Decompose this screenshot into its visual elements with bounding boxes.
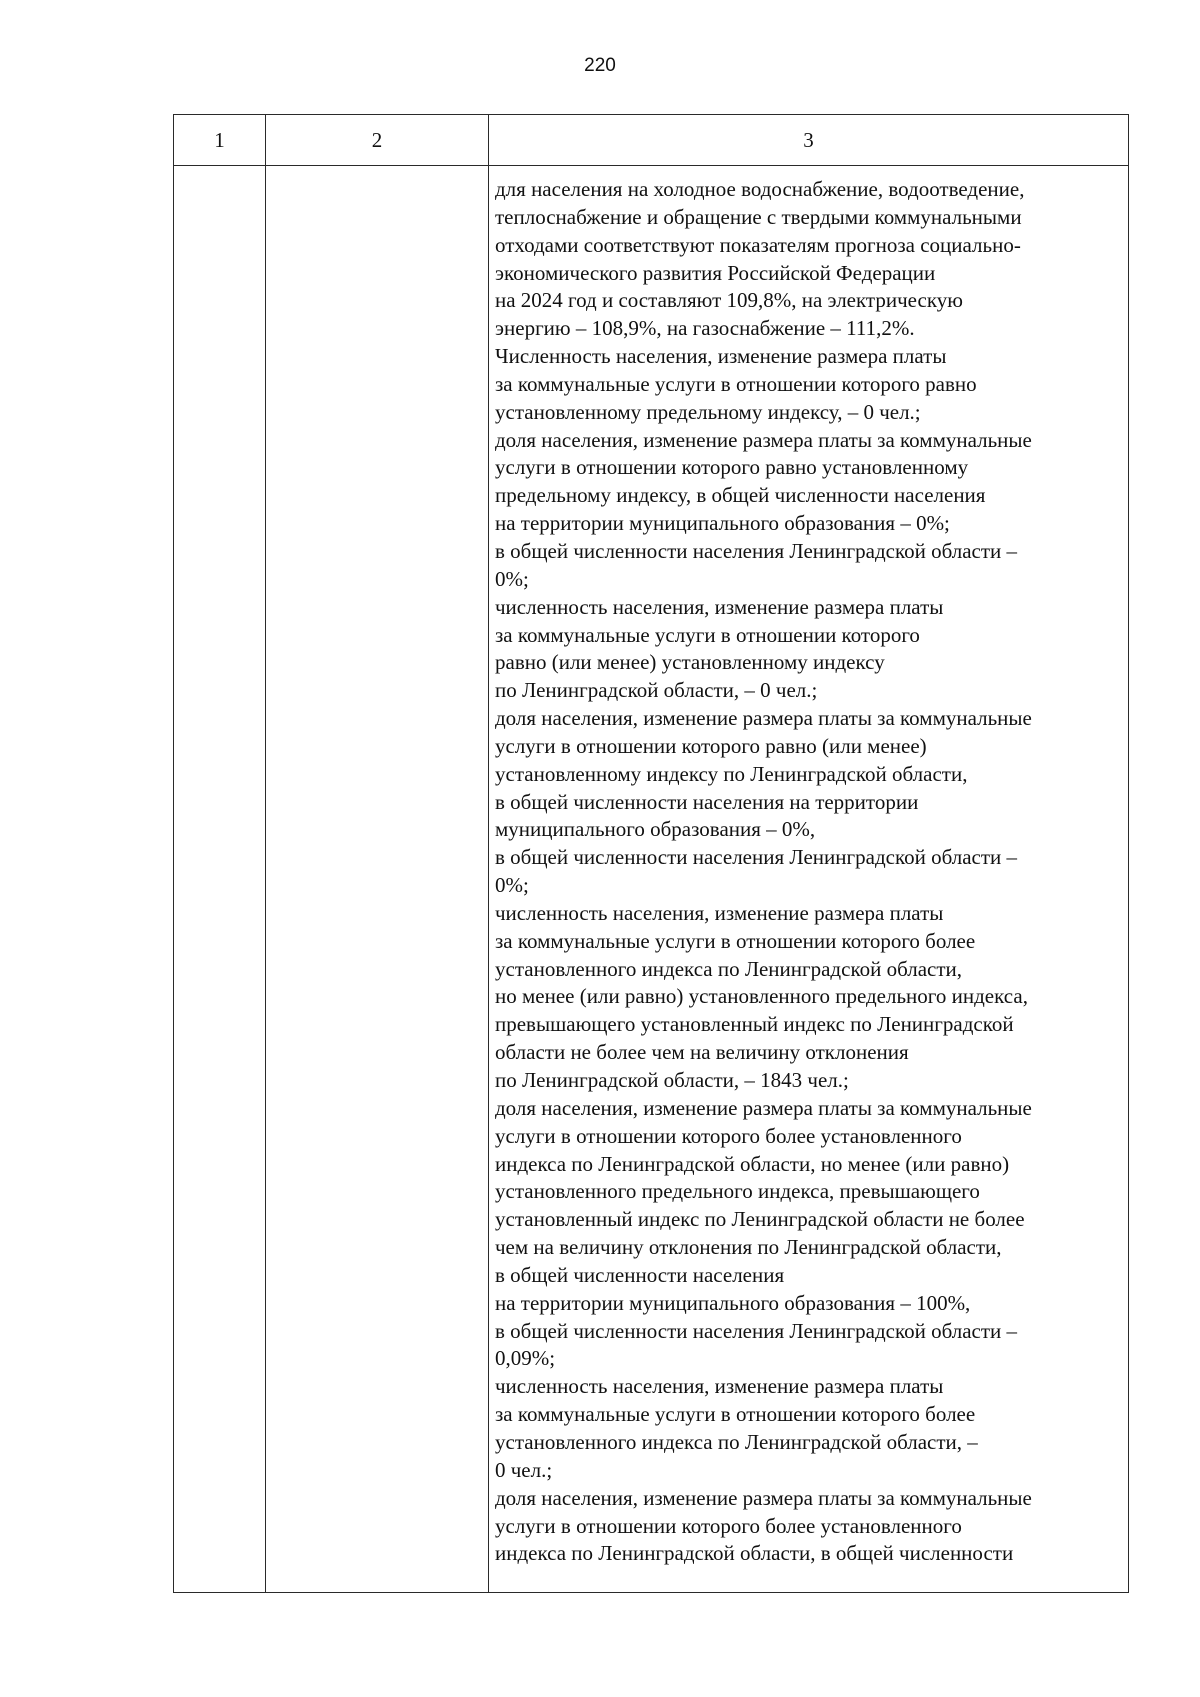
table-header-col-2: 2 (266, 115, 489, 166)
text-line: в общей численности населения на территории (495, 789, 919, 814)
text-line: доля населения, изменение размера платы за коммунальные (495, 427, 1032, 452)
text-line: отходами соответствуют показателям прогноза социально- (495, 232, 1021, 257)
text-line: на территории муниципального образования – 100%, (495, 1290, 971, 1315)
table-cell-col-3 (489, 166, 1129, 1593)
text-line: за коммунальные услуги в отношении которого (495, 622, 920, 647)
table-cell-col-2 (266, 166, 489, 1593)
text-line: в общей численности населения (495, 1262, 785, 1287)
table-body-row (174, 166, 1129, 1593)
text-line: индекса по Ленинградской области, в общей численности (495, 1541, 1014, 1566)
text-line: на 2024 год и составляют 109,8%, на электрическую (495, 288, 963, 313)
table-header-col-3: 3 (489, 115, 1129, 166)
table-header-col-1: 1 (174, 115, 266, 166)
table-cell-col-1 (174, 166, 266, 1593)
text-line: услуги в отношении которого более установленного (495, 1513, 962, 1538)
text-line: индекса по Ленинградской области, но менее (или равно) (495, 1151, 1010, 1176)
text-line: 0%; (495, 873, 529, 898)
text-line: по Ленинградской области, – 0 чел.; (495, 678, 818, 703)
text-line: Численность населения, изменение размера платы (495, 344, 947, 369)
text-line: установленного предельного индекса, превышающего (495, 1179, 980, 1204)
text-line: в общей численности населения Ленинградской области – (495, 845, 1018, 870)
text-line: установленного индекса по Ленинградской области, – (495, 1429, 978, 1454)
text-line: в общей численности населения Ленинградской области – (495, 1318, 1018, 1343)
text-line: услуги в отношении которого равно (или менее) (495, 733, 927, 758)
text-line: превышающего установленный индекс по Ленинградской (495, 1012, 1014, 1037)
text-line: области не более чем на величину отклонения (495, 1040, 909, 1065)
text-line: экономического развития Российской Федерации (495, 260, 936, 285)
text-line: услуги в отношении которого равно установленному (495, 455, 969, 480)
text-line: установленному предельному индексу, – 0 чел.; (495, 399, 921, 424)
column-3-text (489, 166, 1128, 1574)
text-line: численность населения, изменение размера платы (495, 900, 944, 925)
text-line: муниципального образования – 0%, (495, 817, 816, 842)
text-line: численность населения, изменение размера платы (495, 1374, 944, 1399)
text-line: доля населения, изменение размера платы за коммунальные (495, 706, 1032, 731)
text-line: установленный индекс по Ленинградской области не более (495, 1207, 1025, 1232)
text-line: 0 чел.; (495, 1457, 553, 1482)
text-line: по Ленинградской области, – 1843 чел.; (495, 1068, 849, 1092)
text-line: услуги в отношении которого более установленного (495, 1123, 962, 1148)
text-line: но менее (или равно) установленного предельного индекса, (495, 984, 1028, 1009)
table-header-row (174, 115, 1129, 166)
text-line: 0%; (495, 566, 529, 591)
text-line: за коммунальные услуги в отношении которого более (495, 1402, 976, 1427)
text-line: энергию – 108,9%, на газоснабжение – 111,2%. (495, 316, 915, 341)
text-line: на территории муниципального образования – 0%; (495, 511, 950, 536)
text-line: равно (или менее) установленному индексу (495, 650, 885, 675)
text-line: для населения на холодное водоснабжение, водоотведение, (495, 177, 1025, 201)
text-line: установленному индексу по Ленинградской области, (495, 761, 968, 786)
text-line: 0,09%; (495, 1346, 556, 1371)
text-line: численность населения, изменение размера платы (495, 594, 944, 619)
text-line: в общей численности населения Ленинградской области – (495, 538, 1018, 563)
text-line: теплоснабжение и обращение с твердыми коммунальными (495, 204, 1022, 229)
text-line: за коммунальные услуги в отношении которого равно (495, 371, 977, 396)
text-line: предельному индексу, в общей численности населения (495, 483, 986, 508)
page-number: 220 (584, 55, 616, 76)
text-line: доля населения, изменение размера платы за коммунальные (495, 1095, 1032, 1120)
text-line: установленного индекса по Ленинградской области, (495, 956, 963, 981)
document-table (173, 114, 1129, 1593)
text-line: чем на величину отклонения по Ленинградской области, (495, 1235, 1002, 1260)
text-line: за коммунальные услуги в отношении которого более (495, 928, 976, 953)
text-line: доля населения, изменение размера платы за коммунальные (495, 1485, 1032, 1510)
